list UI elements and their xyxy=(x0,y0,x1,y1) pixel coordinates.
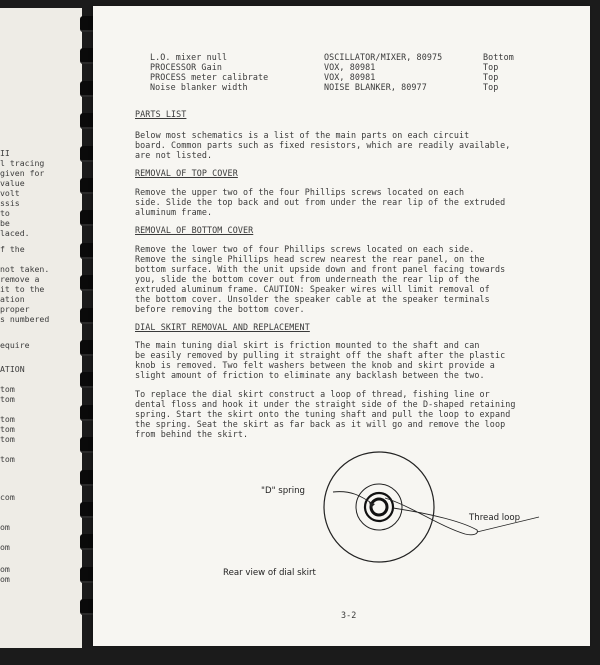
page-number: 3-2 xyxy=(341,610,357,620)
parts-list-text: Below most schematics is a list of the main parts on each circuit xyxy=(135,130,470,140)
left-page-text: tom xyxy=(0,384,15,394)
bottom-cover-text: you, slide the bottom cover out from underneath the rear lip of the xyxy=(135,274,480,284)
diagram-caption: Rear view of dial skirt xyxy=(223,568,316,578)
left-page-text: om xyxy=(0,574,10,584)
skirt-hub xyxy=(356,484,402,530)
bottom-cover-text: before removing the bottom cover. xyxy=(135,304,305,314)
adjustment-board: VOX, 80981 xyxy=(324,62,376,72)
bottom-cover-heading: REMOVAL OF BOTTOM COVER xyxy=(135,225,254,235)
left-page-text: om xyxy=(0,564,10,574)
adjustment-board: VOX, 80981 xyxy=(324,72,376,82)
tuning-shaft xyxy=(371,499,387,515)
left-page-text: to xyxy=(0,208,10,218)
left-page-text: remove a xyxy=(0,274,40,284)
left-page-text: proper xyxy=(0,304,30,314)
dial-skirt-text: knob is removed. Two felt washers between the knob and skirt provide a xyxy=(135,360,495,370)
left-page-text: II xyxy=(0,148,10,158)
dial-skirt-text: dental floss and hook it under the straight side of the D-shaped retaining xyxy=(135,399,516,409)
adjustment-name: PROCESSOR Gain xyxy=(150,62,222,72)
spring-label: "D" spring xyxy=(261,486,306,496)
parts-list-text: are not listed. xyxy=(135,150,213,160)
adjustment-side: Top xyxy=(483,72,499,82)
left-page-text: tom xyxy=(0,454,15,464)
dial-skirt-text: be easily removed by pulling it straight off the shaft after the plastic xyxy=(135,350,506,360)
bottom-cover-text: bottom surface. With the unit upside down and front panel facing towards xyxy=(135,264,506,274)
left-page-text: equire xyxy=(0,340,30,350)
left-page-text: ssis xyxy=(0,198,20,208)
dial-skirt-text: To replace the dial skirt construct a loop of thread, fishing line or xyxy=(135,389,490,399)
adjustment-side: Bottom xyxy=(483,52,514,62)
parts-list-text: board. Common parts such as fixed resistors, which are readily available, xyxy=(135,140,511,150)
parts-list-heading: PARTS LIST xyxy=(135,109,187,119)
dial-skirt-text: spring. Start the skirt onto the tuning shaft and pull the loop to expand xyxy=(135,409,511,419)
dial-skirt-text: from behind the skirt. xyxy=(135,429,249,439)
adjustment-name: Noise blanker width xyxy=(150,82,248,92)
manual-page xyxy=(93,6,590,646)
left-page-text: tom xyxy=(0,394,15,404)
top-cover-text: Remove the upper two of the four Phillips screws located on each xyxy=(135,187,465,197)
left-facing-page xyxy=(0,8,82,648)
left-page-text: tom xyxy=(0,434,15,444)
left-page-text: not taken. xyxy=(0,264,50,274)
left-page-text: laced. xyxy=(0,228,30,238)
left-page-text: om xyxy=(0,522,10,532)
left-page-text: tom xyxy=(0,424,15,434)
left-page-text: s numbered xyxy=(0,314,50,324)
adjustment-side: Top xyxy=(483,62,499,72)
top-cover-heading: REMOVAL OF TOP COVER xyxy=(135,168,238,178)
left-page-text: ATION xyxy=(0,364,25,374)
left-page-text: value xyxy=(0,178,25,188)
dial-skirt-outline xyxy=(324,452,434,562)
adjustment-name: L.O. mixer null xyxy=(150,52,228,62)
left-page-text: ation xyxy=(0,294,25,304)
left-page-text: om xyxy=(0,542,10,552)
dial-skirt-diagram xyxy=(223,446,563,586)
bottom-cover-text: extruded aluminum frame. CAUTION: Speaker wires will limit removal of xyxy=(135,284,490,294)
left-page-text: volt xyxy=(0,188,20,198)
bottom-cover-text: Remove the single Phillips head screw nearest the rear panel, on the xyxy=(135,254,485,264)
left-page-text: tom xyxy=(0,414,15,424)
bottom-cover-text: Remove the lower two of four Phillips screws located on each side. xyxy=(135,244,475,254)
top-cover-text: side. Slide the top back and out from under the rear lip of the extruded xyxy=(135,197,506,207)
left-page-text: be xyxy=(0,218,10,228)
left-page-text: com xyxy=(0,492,15,502)
dial-skirt-text: the spring. Seat the skirt as far back as it will go and remove the loop xyxy=(135,419,506,429)
dial-skirt-heading: DIAL SKIRT REMOVAL AND REPLACEMENT xyxy=(135,322,310,332)
dial-skirt-text: The main tuning dial skirt is friction mounted to the shaft and can xyxy=(135,340,480,350)
dial-skirt-text: slight amount of friction to eliminate any backlash between the two. xyxy=(135,370,485,380)
thread-loop xyxy=(385,498,477,535)
left-page-text: it to the xyxy=(0,284,45,294)
adjustment-side: Top xyxy=(483,82,499,92)
adjustment-name: PROCESS meter calibrate xyxy=(150,72,269,82)
thread-label: Thread loop xyxy=(469,513,521,523)
d-spring xyxy=(365,493,393,521)
top-cover-text: aluminum frame. xyxy=(135,207,213,217)
adjustment-board: NOISE BLANKER, 80977 xyxy=(324,82,427,92)
left-page-text: l tracing xyxy=(0,158,45,168)
adjustment-board: OSCILLATOR/MIXER, 80975 xyxy=(324,52,443,62)
left-page-text: given for xyxy=(0,168,45,178)
left-page-text: f the xyxy=(0,244,25,254)
bottom-cover-text: the bottom cover. Unsolder the speaker cable at the speaker terminals xyxy=(135,294,490,304)
